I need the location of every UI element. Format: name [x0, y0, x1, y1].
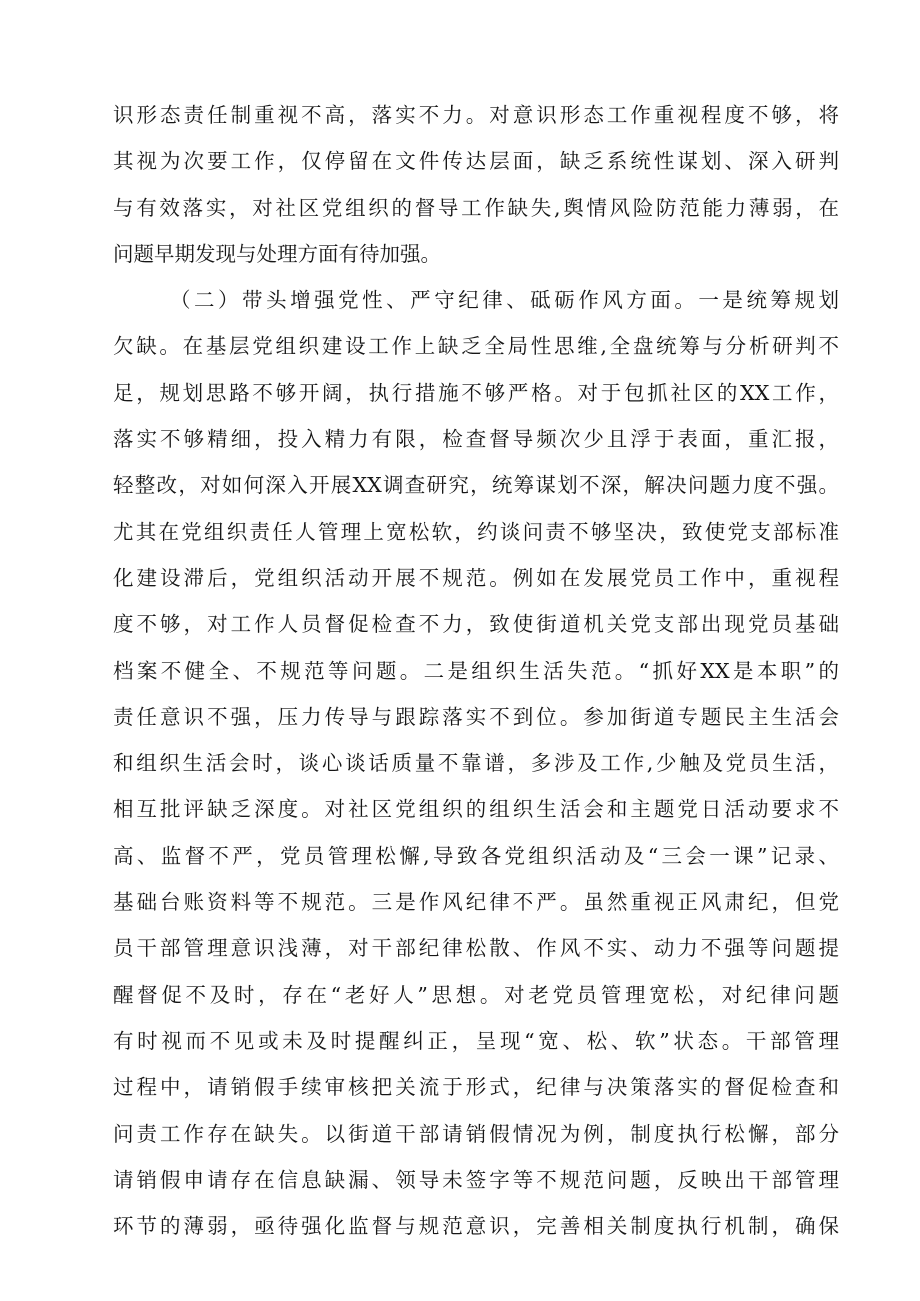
text-line: 基础台账资料等不规范。三是作风纪律不严。虽然重视正风肃纪，但党 [113, 890, 839, 915]
text-line: 轻整改，对如何深入开展XX调查研究，统筹谋划不深，解决问题力度不强。 [113, 473, 839, 498]
text-line: 化建设滞后，党组织活动开展不规范。例如在发展党员工作中，重视程 [113, 565, 839, 590]
text-line: 与有效落实，对社区党组织的督导工作缺失,舆情风险防范能力薄弱，在 [113, 195, 839, 220]
text-line: 醒督促不及时，存在“老好人”思想。对老党员管理宽松，对纪律问题 [113, 982, 839, 1007]
text-line: 相互批评缺乏深度。对社区党组织的组织生活会和主题党日活动要求不 [113, 797, 839, 822]
text-line: 落实不够精细，投入精力有限，检查督导频次少且浮于表面，重汇报， [113, 427, 839, 452]
text-line: 足，规划思路不够开阔，执行措施不够严格。对于包抓社区的XX工作， [113, 380, 839, 405]
body-text [113, 92, 839, 1249]
text-line: 责任意识不强，压力传导与跟踪落实不到位。参加街道专题民主生活会 [113, 704, 839, 729]
text-line: 过程中，请销假手续审核把关流于形式，纪律与决策落实的督促检查和 [113, 1075, 839, 1100]
text-line: 和组织生活会时，谈心谈话质量不靠谱，多涉及工作,少触及党员生活， [113, 751, 839, 776]
text-line: 高、监督不严，党员管理松懈,导致各党组织活动及“三会一课”记录、 [113, 843, 839, 868]
text-line: 其视为次要工作，仅停留在文件传达层面，缺乏系统性谋划、深入研判 [113, 149, 839, 174]
text-line: 问责工作存在缺失。以街道干部请销假情况为例，制度执行松懈，部分 [113, 1121, 839, 1146]
text-line: 度不够，对工作人员督促检查不力，致使街道机关党支部出现党员基础 [113, 612, 839, 637]
text-line: 有时视而不见或未及时提醒纠正，呈现“宽、松、软”状态。干部管理 [113, 1028, 839, 1053]
text-line: 档案不健全、不规范等问题。二是组织生活失范。“抓好XX是本职”的 [113, 658, 839, 683]
text-line: 员干部管理意识浅薄，对干部纪律松散、作风不实、动力不强等问题提 [113, 936, 839, 961]
text-line: （二）带头增强党性、严守纪律、砥砺作风方面。一是统筹规划 [170, 288, 839, 313]
text-line: 问题早期发现与处理方面有待加强。 [113, 241, 441, 266]
text-line: 欠缺。在基层党组织建设工作上缺乏全局性思维,全盘统筹与分析研判不 [113, 334, 839, 359]
text-line: 环节的薄弱，亟待强化监督与规范意识，完善相关制度执行机制，确保 [113, 1214, 839, 1239]
text-line: 识形态责任制重视不高，落实不力。对意识形态工作重视程度不够，将 [113, 103, 839, 127]
text-line: 请销假申请存在信息缺漏、领导未签字等不规范问题，反映出干部管理 [113, 1167, 839, 1192]
text-line: 尤其在党组织责任人管理上宽松软，约谈问责不够坚决，致使党支部标准 [113, 519, 839, 544]
